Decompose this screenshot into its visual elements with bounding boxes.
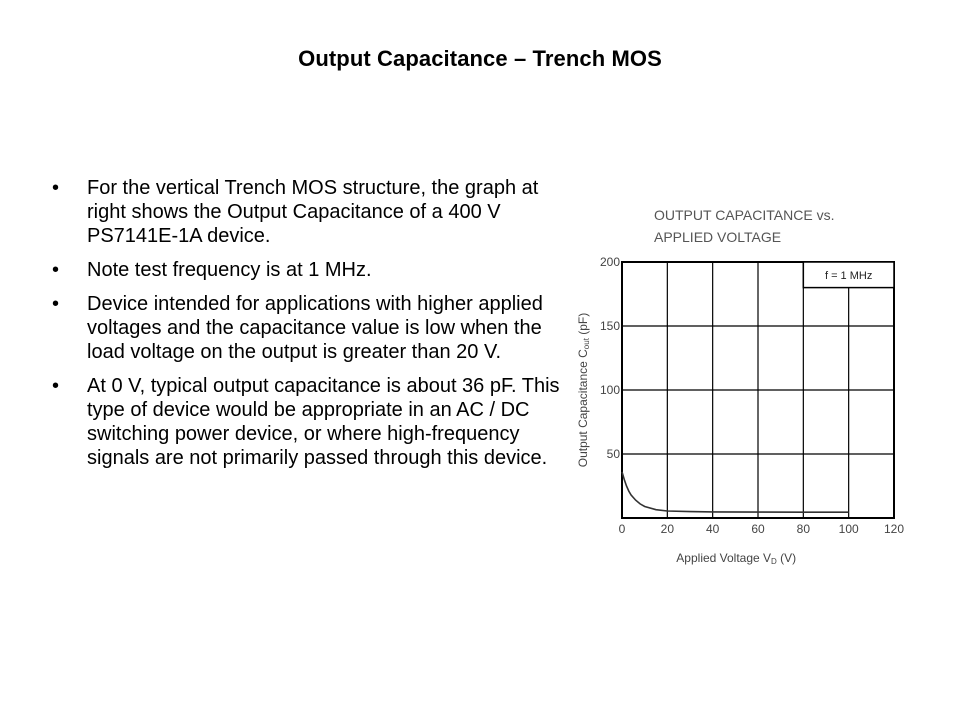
x-axis-label-main: Applied Voltage V xyxy=(676,551,772,565)
x-tick-label: 80 xyxy=(796,522,811,536)
chart-grid xyxy=(622,262,894,518)
bullet-list xyxy=(48,176,560,480)
bullet-text: At 0 V, typical output capacitance is about 36 pF. This type of device would be appropriate in an AC / DC switching power device, or where high-frequency signals are not primarily passed through this device. xyxy=(87,375,560,469)
x-axis-label xyxy=(676,551,796,566)
y-tick-label: 100 xyxy=(599,383,620,397)
chart-svg xyxy=(570,196,915,576)
bullet-item xyxy=(48,374,560,470)
y-tick-label: 50 xyxy=(606,447,620,461)
frequency-annotation: f = 1 MHz xyxy=(824,269,873,282)
x-tick-label: 120 xyxy=(883,522,905,536)
x-axis-label-sub: D xyxy=(771,557,777,566)
bullet-glyph: • xyxy=(52,259,60,281)
bullet-item xyxy=(48,258,560,282)
x-tick-label: 40 xyxy=(705,522,720,536)
bullet-text: Note test frequency is at 1 MHz. xyxy=(87,259,372,281)
y-tick-label: 150 xyxy=(599,319,620,333)
slide-title: Output Capacitance – Trench MOS xyxy=(298,46,662,71)
chart-series xyxy=(622,472,849,512)
y-tick-label: 200 xyxy=(599,255,620,269)
y-axis-label-sub: out xyxy=(582,338,591,350)
capacitance-chart xyxy=(570,196,915,576)
bullet-text: Device intended for applications with higher applied voltages and the capacitance value is low when the load voltage on the output is greater than 20 V. xyxy=(87,293,543,363)
y-axis-label xyxy=(576,313,591,468)
bullet-item xyxy=(48,176,560,248)
x-tick-label: 100 xyxy=(838,522,859,536)
x-tick-label: 20 xyxy=(660,522,675,536)
y-axis-label-main: Output Capacitance C xyxy=(576,349,590,468)
bullet-glyph: • xyxy=(52,177,60,199)
x-tick-label: 60 xyxy=(751,522,765,536)
series-line-cout xyxy=(622,472,849,512)
x-axis-label-unit: (V) xyxy=(776,551,797,565)
bullet-glyph: • xyxy=(52,293,60,315)
bullet-text: For the vertical Trench MOS structure, the graph at right shows the Output Capacitance of a 400 V PS7141E-1A device. xyxy=(87,177,539,247)
chart-title-line-2: APPLIED VOLTAGE xyxy=(654,229,782,245)
bullet-glyph: • xyxy=(52,375,60,397)
chart-title-line-1: OUTPUT CAPACITANCE vs. xyxy=(654,207,835,223)
x-tick-label: 0 xyxy=(618,522,626,536)
y-axis-label-unit: (pF) xyxy=(576,312,590,339)
chart-axes xyxy=(600,255,904,536)
bullet-item xyxy=(48,292,560,364)
